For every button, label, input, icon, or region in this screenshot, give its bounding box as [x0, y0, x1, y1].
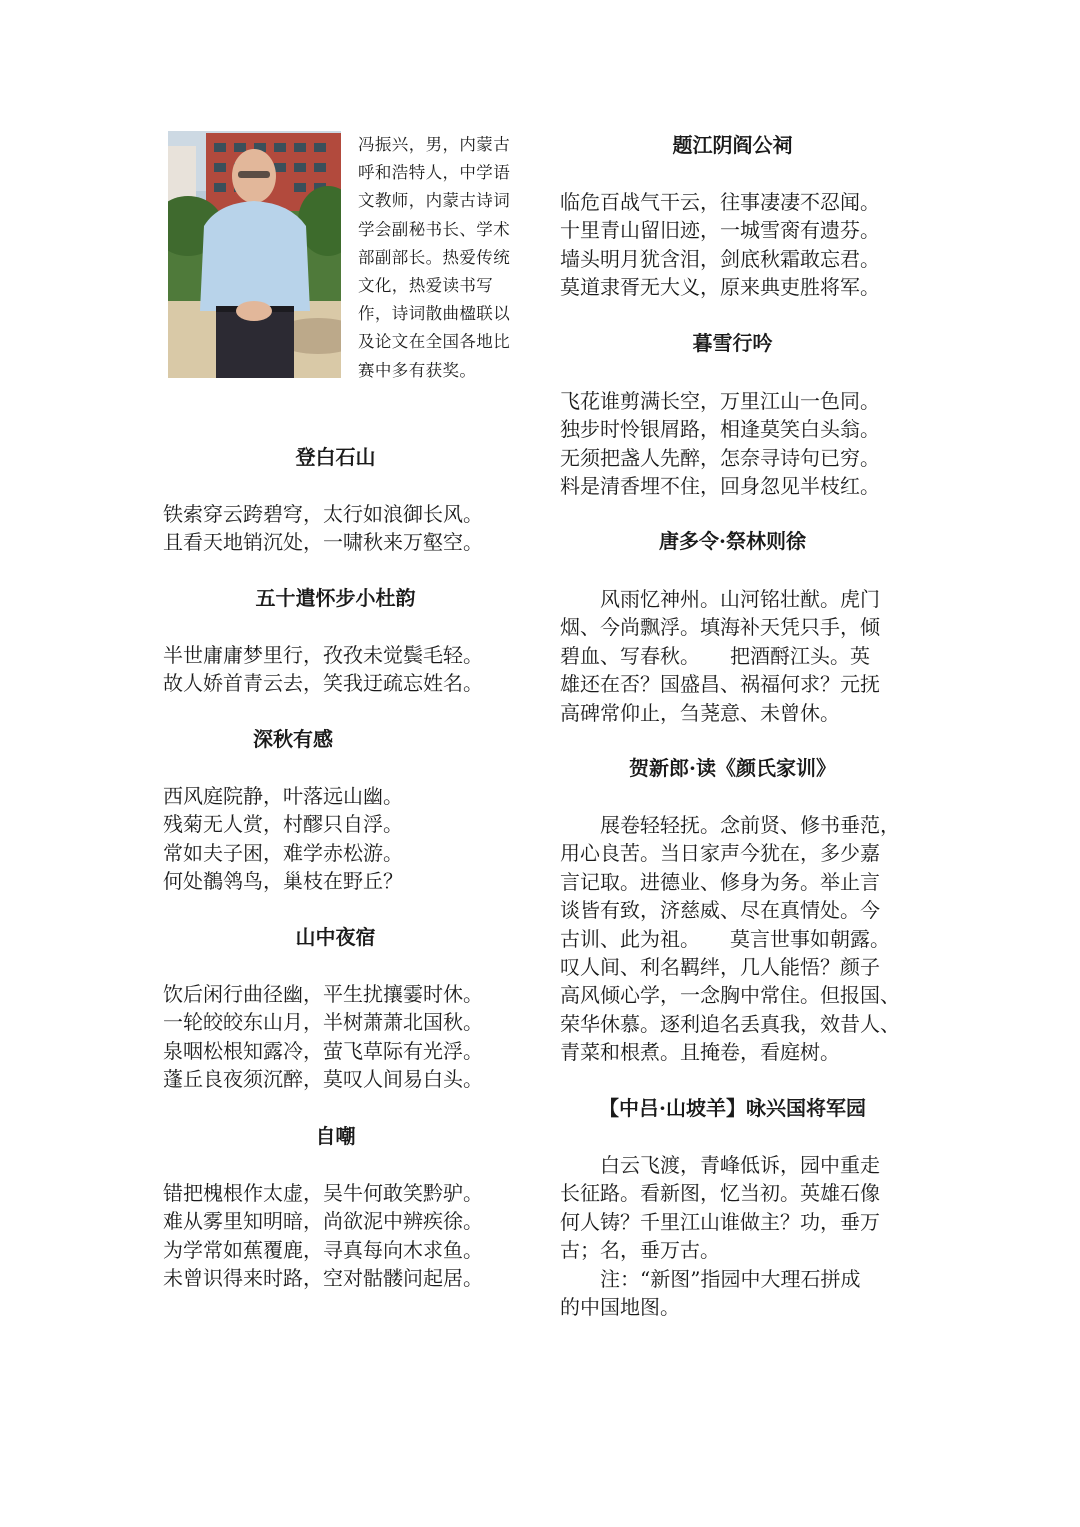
poem-line: 用心良苦。当日家声今犹在，多少嘉 [560, 841, 880, 866]
poem-line: 高风倾心学，一念胸中常住。但报国、 [560, 983, 900, 1008]
poem-line: 残菊无人赏，村醪只自浮。 [163, 812, 403, 837]
poem-title: 唐多令·祭林则徐 [659, 529, 806, 553]
poem-body [560, 188, 880, 302]
poem-body [560, 387, 880, 501]
author-bio [168, 131, 528, 381]
poem-line: 何人铸？千里江山谁做主？功，垂万 [560, 1209, 880, 1234]
poem-body [560, 1151, 880, 1321]
author-photo [168, 131, 341, 378]
poem-line: 饮后闲行曲径幽，平生扰攘霎时休。 [163, 982, 483, 1006]
poem-line: 叹人间、利名羁绊，几人能悟？颜子 [560, 955, 880, 980]
poem-line: 铁索穿云跨碧穹，太行如浪御长风。 [163, 502, 483, 526]
poem-line: 碧血、写春秋。 把酒酹江头。英 [560, 643, 870, 668]
poem-title: 山中夜宿 [295, 925, 376, 949]
poem-body [560, 585, 880, 727]
poem-line: 一轮皎皎东山月，半树萧萧北国秋。 [163, 1010, 483, 1035]
poem-body [163, 641, 483, 698]
poem-line: 飞花谁剪满长空，万里江山一色同。 [560, 389, 880, 413]
poem-line: 泉咽松根知露冷，萤飞草际有光浮。 [163, 1038, 483, 1063]
poem-line: 且看天地销沉处，一啸秋来万壑空。 [163, 530, 483, 555]
poem-line: 荣华休慕。逐利追名丢真我，效昔人、 [560, 1011, 900, 1036]
poem-title: 贺新郎·读《颜氏家训》 [629, 756, 836, 780]
poem-title: 【中吕·山坡羊】咏兴国将军园 [599, 1096, 866, 1120]
poem-line: 故人娇首青云去，笑我迂疏忘姓名。 [163, 671, 483, 696]
poem-body [163, 980, 483, 1094]
poem-line: 无须把盏人先醉，怎奈寻诗句已穷。 [560, 445, 880, 470]
poem-line: 言记取。进德业、修身为务。举止言 [560, 869, 880, 894]
poem-line: 注：“新图”指园中大理石拼成 [560, 1266, 861, 1291]
poem-line: 谈皆有致，济慈威、尽在真情处。今 [560, 898, 880, 923]
poem-body [163, 500, 483, 557]
poem-line: 展卷轻轻抚。念前贤、修书垂范， [560, 813, 900, 837]
poem-title: 题江阴阎公祠 [672, 133, 793, 157]
poem-line: 独步时怜银屑路，相逢莫笑白头翁。 [560, 417, 880, 442]
poem-title: 五十遣怀步小杜韵 [255, 586, 416, 610]
poem-body [560, 811, 900, 1067]
poem-title: 深秋有感 [253, 727, 333, 751]
poem-line: 未曾识得来时路，空对骷髅问起居。 [163, 1266, 483, 1291]
poem-line: 莫道隶胥无大义，原来典吏胜将军。 [560, 275, 880, 300]
author-photo-image [168, 131, 341, 378]
poem-line: 古；名，垂万古。 [560, 1238, 720, 1263]
poem-line: 的中国地图。 [560, 1295, 680, 1320]
poem-line: 十里青山留旧迹，一城雪脔有遗芬。 [560, 218, 880, 243]
poem-body [163, 782, 403, 896]
poem-line: 高碑常仰止，刍荛意、未曾休。 [560, 700, 840, 725]
poem-body [163, 1179, 483, 1293]
poem-line: 为学常如蕉覆鹿，寻真每向木求鱼。 [163, 1237, 483, 1262]
poem-line: 白云飞渡，青峰低诉，园中重走 [560, 1153, 880, 1177]
poem-line: 西风庭院静，叶落远山幽。 [163, 784, 403, 808]
poem-title: 暮雪行吟 [692, 331, 773, 355]
poem-line: 蓬丘良夜须沉醉，莫叹人间易白头。 [163, 1067, 483, 1092]
poem-line: 错把槐根作太虚，吴牛何敢笑黔驴。 [163, 1181, 483, 1205]
poem-line: 临危百战气干云，往事凄凄不忍闻。 [560, 190, 880, 214]
poem-line: 烟、今尚飘浮。填海补天凭只手，倾 [560, 615, 880, 640]
poem-line: 墙头明月犹含泪，剑底秋霜敢忘君。 [560, 246, 880, 271]
poem-line: 半世庸庸梦里行，孜孜未觉鬓毛轻。 [163, 643, 483, 667]
poem-line: 长征路。看新图，忆当初。英雄石像 [560, 1181, 880, 1206]
poem-title: 自嘲 [315, 1124, 356, 1148]
poem-line: 风雨忆神州。山河铭壮猷。虎门 [560, 587, 880, 611]
author-bio-text: 冯振兴，男，内蒙古呼和浩特人，中学语文教师，内蒙古诗词学会副秘书长、学术部副部长。热爱传统文化，热爱读书写作，诗词散曲楹联以及论文在全国各地比赛中多有获奖。 [358, 135, 511, 380]
poem-line: 难从雾里知明暗，尚欲泥中辨疾徐。 [163, 1209, 483, 1234]
poem-line: 古训、此为祖。 莫言世事如朝露。 [560, 926, 890, 951]
poem-line: 常如夫子困，难学赤松游。 [163, 840, 403, 865]
poem-title: 登白石山 [295, 445, 376, 469]
poem-line: 料是清香埋不住，回身忽见半枝红。 [560, 474, 880, 499]
poem-line: 何处鶺鸰鸟，巢枝在野丘？ [163, 869, 403, 894]
poem-line: 青菜和根煮。且掩卷，看庭树。 [560, 1040, 840, 1065]
poem-line: 雄还在否？国盛昌、祸福何求？元抚 [560, 672, 880, 697]
